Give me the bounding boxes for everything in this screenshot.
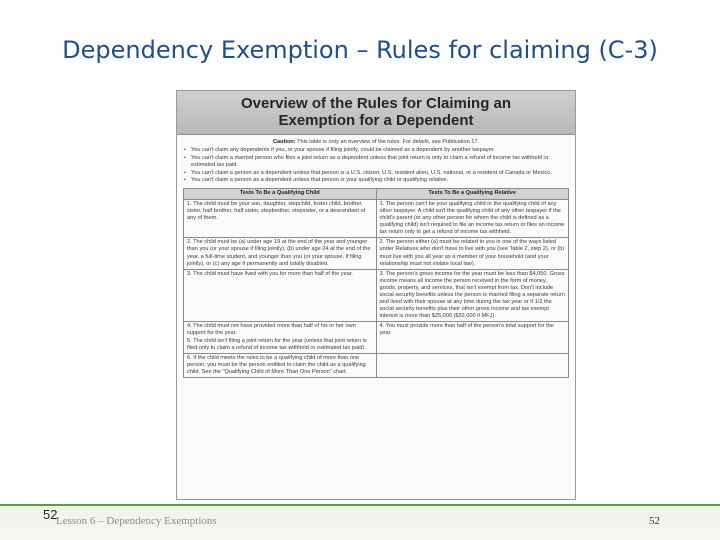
document-header-line-2: Exemption for a Dependent: [278, 112, 474, 129]
slide-title: Dependency Exemption – Rules for claiming (C-3): [62, 36, 658, 64]
qualifying-child-test: 1. The child must be your son, daughter, stepchild, foster child, brother, sister, half brother, half sister, stepbrother, stepsister, or a descendant of any of them.: [184, 199, 377, 237]
table-row: [184, 269, 569, 322]
qualifying-child-test: 3. The child must have lived with you for more than half of the year.: [184, 269, 377, 322]
qualifying-child-test: 6. If the child meets the rules to be a qualifying child of more than one person, you must be the person entitled to claim the child as a qualifying child. See the "Qualifying Child of More Than One Person" chart.: [184, 353, 377, 377]
rule-bullet: • You can't claim a person as a dependent unless that person is your qualifying child or qualifying relative.: [183, 177, 569, 184]
qualifying-relative-column-header: Tests To Be a Qualifying Relative: [376, 189, 569, 199]
qualifying-relative-test: [376, 353, 569, 377]
rule-bullet: • You can't claim any dependents if you, or your spouse if filing jointly, could be claimed as a dependent by another taxpayer.: [183, 147, 569, 154]
qualifying-relative-test: 4. You must provide more than half of the person's total support for the year.: [376, 322, 569, 353]
qualifying-child-column-header: Tests To Be a Qualifying Child: [184, 189, 377, 199]
table-row: [184, 353, 569, 377]
tests-table-header-row: [184, 189, 569, 199]
qualifying-child-test: 2. The child must be (a) under age 19 at the end of the year and younger than you (or your spouse if filing jointly), (b) under age 24 at the end of the year, a full-time student, and younger than you (or your spouse, if filing jointly), or (c) any age if permanently and totally disabled.: [184, 238, 377, 269]
rule-bullet: • You can't claim a married person who files a joint return as a dependent unless that joint return is only to claim a refund of income tax withheld or estimated tax paid.: [183, 155, 569, 170]
document-header-line-1: Overview of the Rules for Claiming an: [240, 95, 512, 112]
tests-table: [183, 188, 569, 378]
document-body: [177, 135, 575, 378]
caution-label: Caution:: [272, 139, 296, 145]
qualifying-relative-test: 1. The person can't be your qualifying child or the qualifying child of any other taxpayer. A child isn't the qualifying child of any other taxpayer if the child's parent (or any other person for whom the child is defined as a qualifying child) isn't required to file an income tax return or files an income tax return only to get a refund of income tax withheld.: [376, 199, 569, 237]
rule-bullet: • You can't claim a person as a dependent unless that person is a U.S. citizen, U.S. resident alien, U.S. national, or a resident of Canada or Mexico.: [183, 170, 569, 177]
slide-number-left: 52: [43, 507, 58, 522]
document-header: [177, 91, 575, 135]
table-row: [184, 199, 569, 237]
caution-text: This table is only an overview of the rules. For details, see Publication 17.: [297, 139, 480, 145]
footer-lesson-text: Lesson 6 – Dependency Exemptions: [56, 515, 217, 527]
slide-number-right: 52: [649, 515, 660, 527]
caution-note: [183, 139, 569, 146]
table-row: [184, 322, 569, 353]
qualifying-child-test: 4. The child must not have provided more than half of his or her own support for the year. 5. The child isn't filing a joint return for the year (unless that joint return is filed only to claim a refund of income tax withheld or estimated tax paid).: [184, 322, 377, 353]
table-row: [184, 238, 569, 269]
footer-accent-line: [0, 504, 720, 506]
qualifying-relative-test: 3. The person's gross income for the year must be less than $4,050. Gross income means all income the person received in the form of money, goods, property, and services, that isn't exempt from tax. Don't include social security benefits unless the person is married filing a separate return and lived with their spouse at any time during the tax year or if 1/2 the social security benefits plus their other gross income and tax exempt interest is more than $25,000 ($32,000 if MFJ).: [376, 269, 569, 322]
rules-document-image: [176, 90, 576, 500]
rules-bullet-list: [183, 147, 569, 184]
qualifying-relative-test: 2. The person either (a) must be related to you in one of the ways listed under Relatives who don't have to live with you (see Table 2, step 2), or (b) must live with you all year as a member of your household (and your relationship must not violate local law).: [376, 238, 569, 269]
